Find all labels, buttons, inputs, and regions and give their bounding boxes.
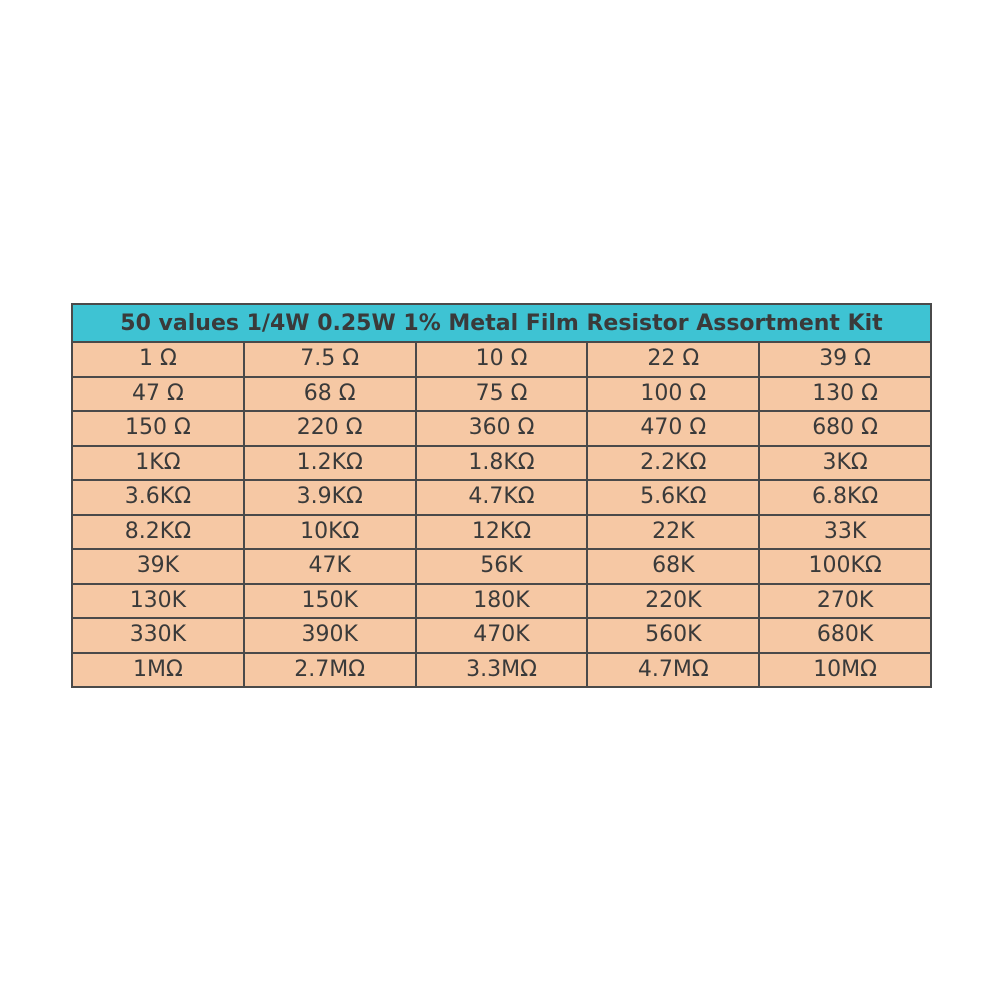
- resistor-value-cell: 270K: [759, 584, 931, 619]
- table-row: [72, 584, 931, 619]
- resistor-value-cell: 75 Ω: [416, 377, 588, 412]
- table-row: [72, 446, 931, 481]
- resistor-value-cell: 680K: [759, 618, 931, 653]
- resistor-value-cell: 1.2KΩ: [244, 446, 416, 481]
- resistor-value-cell: 680 Ω: [759, 411, 931, 446]
- resistor-value-cell: 47 Ω: [72, 377, 244, 412]
- resistor-value-cell: 3.3MΩ: [416, 653, 588, 688]
- resistor-value-cell: 100KΩ: [759, 549, 931, 584]
- resistor-value-cell: 100 Ω: [587, 377, 759, 412]
- resistor-value-cell: 220K: [587, 584, 759, 619]
- resistor-value-cell: 150 Ω: [72, 411, 244, 446]
- resistor-value-cell: 360 Ω: [416, 411, 588, 446]
- table-row: [72, 549, 931, 584]
- resistor-value-cell: 47K: [244, 549, 416, 584]
- table-row: [72, 653, 931, 688]
- resistor-value-cell: 2.7MΩ: [244, 653, 416, 688]
- resistor-value-cell: 10 Ω: [416, 342, 588, 377]
- resistor-value-cell: 390K: [244, 618, 416, 653]
- resistor-value-cell: 4.7KΩ: [416, 480, 588, 515]
- resistor-value-cell: 2.2KΩ: [587, 446, 759, 481]
- resistor-value-cell: 1.8KΩ: [416, 446, 588, 481]
- resistor-value-cell: 180K: [416, 584, 588, 619]
- table-row: [72, 515, 931, 550]
- resistor-value-cell: 8.2KΩ: [72, 515, 244, 550]
- resistor-value-cell: 39 Ω: [759, 342, 931, 377]
- resistor-value-cell: 3.9KΩ: [244, 480, 416, 515]
- resistor-value-cell: 56K: [416, 549, 588, 584]
- table-row: [72, 377, 931, 412]
- resistor-value-cell: 560K: [587, 618, 759, 653]
- resistor-value-cell: 330K: [72, 618, 244, 653]
- resistor-value-cell: 5.6KΩ: [587, 480, 759, 515]
- table-row: [72, 411, 931, 446]
- table-row: [72, 480, 931, 515]
- resistor-value-cell: 130 Ω: [759, 377, 931, 412]
- table-row: [72, 618, 931, 653]
- table-row: [72, 342, 931, 377]
- table-body: [72, 342, 931, 687]
- resistor-value-cell: 68K: [587, 549, 759, 584]
- resistor-value-cell: 39K: [72, 549, 244, 584]
- resistor-value-cell: 6.8KΩ: [759, 480, 931, 515]
- resistor-value-cell: 130K: [72, 584, 244, 619]
- resistor-value-cell: 4.7MΩ: [587, 653, 759, 688]
- resistor-value-cell: 220 Ω: [244, 411, 416, 446]
- resistor-value-cell: 12KΩ: [416, 515, 588, 550]
- resistor-value-cell: 68 Ω: [244, 377, 416, 412]
- resistor-value-cell: 10KΩ: [244, 515, 416, 550]
- title-row: [72, 304, 931, 342]
- table-title: 50 values 1/4W 0.25W 1% Metal Film Resistor Assortment Kit: [72, 304, 931, 342]
- resistor-value-cell: 1 Ω: [72, 342, 244, 377]
- resistor-value-cell: 150K: [244, 584, 416, 619]
- resistor-value-cell: 1MΩ: [72, 653, 244, 688]
- resistor-value-cell: 33K: [759, 515, 931, 550]
- resistor-value-cell: 470 Ω: [587, 411, 759, 446]
- resistor-kit-table: [71, 303, 932, 688]
- resistor-value-cell: 1KΩ: [72, 446, 244, 481]
- resistor-value-cell: 7.5 Ω: [244, 342, 416, 377]
- resistor-value-cell: 22 Ω: [587, 342, 759, 377]
- resistor-value-cell: 3KΩ: [759, 446, 931, 481]
- resistor-value-cell: 3.6KΩ: [72, 480, 244, 515]
- resistor-value-cell: 470K: [416, 618, 588, 653]
- resistor-value-cell: 10MΩ: [759, 653, 931, 688]
- resistor-value-cell: 22K: [587, 515, 759, 550]
